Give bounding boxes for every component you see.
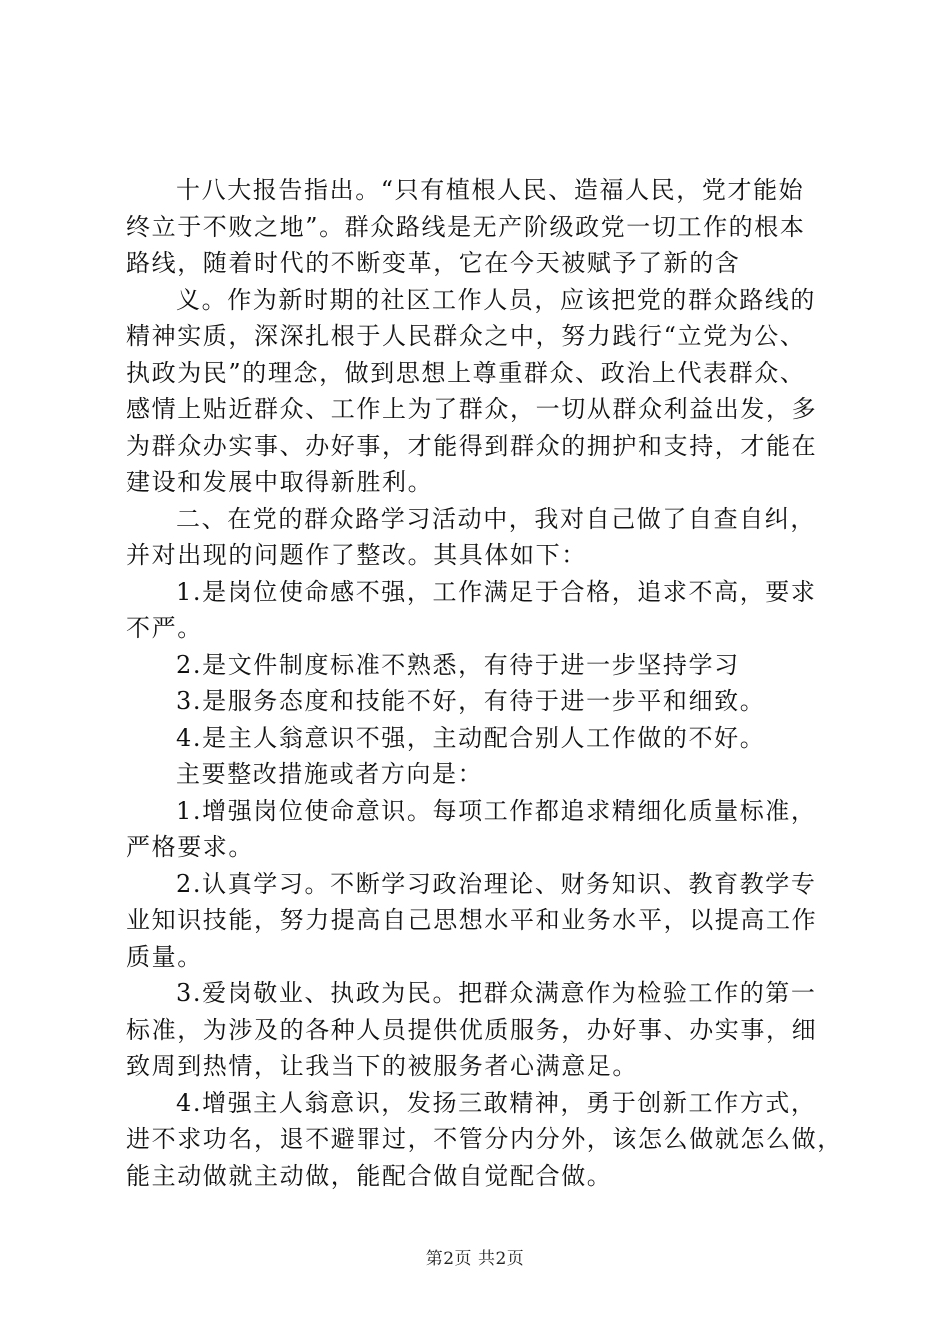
text-line: 4.增强主人翁意识，发扬三敢精神，勇于创新工作方式，: [176, 1088, 817, 1117]
text-line: 路线，随着时代的不断变革，它在今天被赋予了新的含: [126, 249, 741, 277]
text-line: 二、在党的群众路学习活动中，我对自己做了自查自纠，: [176, 504, 816, 533]
text-line: 严格要求。: [126, 833, 254, 861]
text-line: 终立于不败之地”。群众路线是无产阶级政党一切工作的根本: [126, 212, 806, 241]
text-line: 十八大报告指出。“只有植根人民、造福人民，党才能始: [176, 176, 805, 204]
text-line: 3.是服务态度和技能不好，有待于进一步平和细致。: [176, 687, 766, 715]
text-line: 2.认真学习。不断学习政治理论、财务知识、教育教学专: [176, 869, 817, 898]
text-line: 义。作为新时期的社区工作人员，应该把党的群众路线的: [176, 285, 816, 314]
document-body: [126, 172, 843, 1194]
text-line: 并对出现的问题作了整改。其具体如下：: [126, 541, 587, 569]
text-line: 标准，为涉及的各种人员提供优质服务，办好事、办实事，细: [126, 1015, 818, 1044]
text-line: 致周到热情，让我当下的被服务者心满意足。: [126, 1052, 638, 1080]
text-line: 2.是文件制度标准不熟悉，有待于进一步坚持学习: [176, 650, 740, 679]
text-line: 3.爱岗敬业、执政为民。把群众满意作为检验工作的第一: [176, 979, 817, 1007]
text-line: 建设和发展中取得新胜利。: [126, 468, 434, 496]
text-line: 1.是岗位使命感不强，工作满足于合格，追求不高，要求: [176, 577, 817, 606]
text-line: 能主动做就主动做，能配合做自觉配合做。: [126, 1161, 613, 1190]
text-line: 4.是主人翁意识不强，主动配合别人工作做的不好。: [176, 723, 766, 752]
text-line: 主要整改措施或者方向是：: [176, 760, 484, 788]
text-line: 感情上贴近群众、工作上为了群众，一切从群众利益出发，多: [126, 395, 818, 423]
text-line: 不严。: [126, 614, 203, 642]
text-line: 执政为民”的理念，做到思想上尊重群众、政治上代表群众、: [126, 358, 806, 387]
text-line: 业知识技能，努力提高自己思想水平和业务水平，以提高工作: [126, 906, 818, 934]
text-line: 1.增强岗位使命意识。每项工作都追求精细化质量标准，: [176, 796, 817, 825]
page-footer: 第2页 共2页: [425, 1249, 525, 1269]
text-line: 为群众办实事、办好事，才能得到群众的拥护和支持，才能在: [126, 431, 818, 460]
text-line: 质量。: [126, 942, 203, 971]
text-line: 精神实质，深深扎根于人民群众之中，努力践行“立党为公、: [126, 322, 806, 350]
text-line: 进不求功名，退不避罪过，不管分内分外，该怎么做就怎么做，: [126, 1125, 843, 1153]
